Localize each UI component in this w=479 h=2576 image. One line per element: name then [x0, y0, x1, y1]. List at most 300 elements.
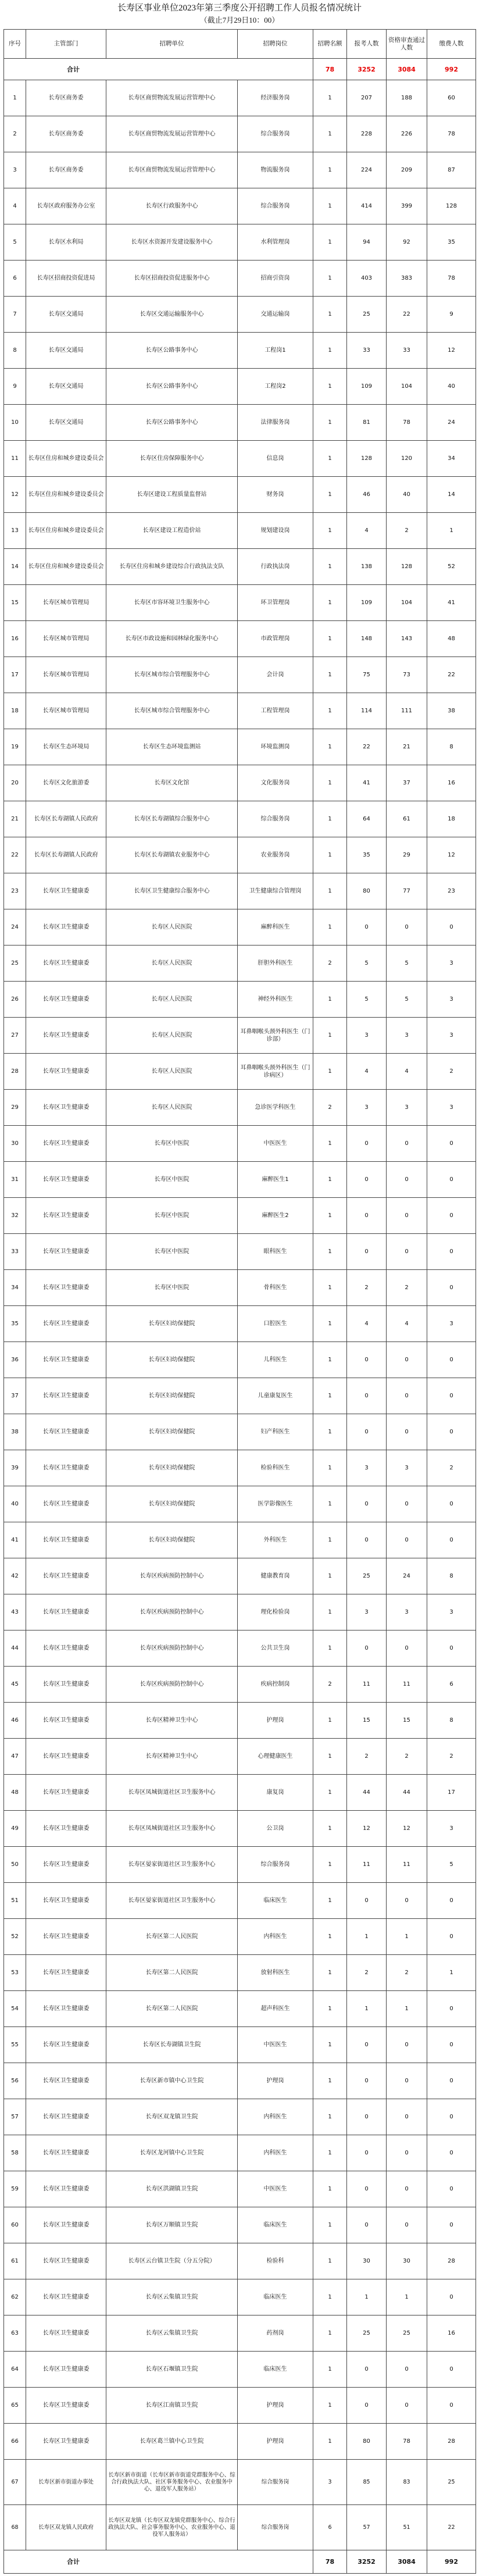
cell-dept: 长寿区卫生健康委 [26, 2352, 106, 2388]
cell-seq: 30 [4, 1126, 26, 1162]
cell-unit: 长寿区凤城街道社区卫生服务中心 [106, 1775, 238, 1811]
cell-passed: 15 [387, 1703, 427, 1739]
cell-passed: 33 [387, 333, 427, 369]
cell-passed: 0 [387, 2027, 427, 2063]
cell-unit: 长寿区公路事务中心 [106, 369, 238, 405]
cell-passed: 73 [387, 657, 427, 693]
cell-unit: 长寿区晏家街道社区卫生服务中心 [106, 1883, 238, 1919]
cell-dept: 长寿区住房和城乡建设委员会 [26, 513, 106, 549]
cell-unit: 长寿区龙河镇中心卫生院 [106, 2135, 238, 2171]
cell-post: 护理岗 [238, 2063, 313, 2099]
cell-quota: 1 [313, 2424, 347, 2460]
cell-unit: 长寿区城市综合管理服务中心 [106, 693, 238, 729]
cell-seq: 45 [4, 1667, 26, 1703]
cell-passed: 1 [387, 1919, 427, 1955]
cell-dept: 长寿区生态环境局 [26, 729, 106, 765]
cell-dept: 长寿区卫生健康委 [26, 2388, 106, 2424]
cell-applicants: 0 [347, 2352, 387, 2388]
cell-dept: 长寿区商务委 [26, 80, 106, 116]
cell-passed: 104 [387, 369, 427, 405]
cell-paid: 0 [427, 2063, 476, 2099]
cell-dept: 长寿区卫生健康委 [26, 1450, 106, 1486]
cell-dept: 长寿区卫生健康委 [26, 1378, 106, 1414]
cell-quota: 1 [313, 2063, 347, 2099]
table-row [4, 2460, 476, 2505]
cell-dept: 长寿区住房和城乡建设委员会 [26, 441, 106, 477]
table-row [4, 1306, 476, 1342]
cell-passed: 44 [387, 1775, 427, 1811]
cell-quota: 1 [313, 1486, 347, 1522]
cell-passed: 0 [387, 1126, 427, 1162]
cell-unit: 长寿区城市综合管理服务中心 [106, 657, 238, 693]
cell-paid: 0 [427, 2352, 476, 2388]
cell-quota: 1 [313, 261, 347, 297]
cell-passed: 83 [387, 2460, 427, 2505]
cell-passed: 11 [387, 1847, 427, 1883]
cell-paid: 8 [427, 1703, 476, 1739]
cell-quota: 1 [313, 801, 347, 837]
cell-quota: 1 [313, 2027, 347, 2063]
cell-dept: 长寿区卫生健康委 [26, 1919, 106, 1955]
cell-applicants: 64 [347, 801, 387, 837]
cell-seq: 23 [4, 873, 26, 909]
cell-quota: 1 [313, 441, 347, 477]
cell-applicants: 0 [347, 1126, 387, 1162]
cell-dept: 长寿区卫生健康委 [26, 1198, 106, 1234]
cell-dept: 长寿区卫生健康委 [26, 2207, 106, 2243]
cell-applicants: 109 [347, 585, 387, 621]
cell-dept: 长寿区城市管理局 [26, 657, 106, 693]
cell-paid: 0 [427, 1378, 476, 1414]
cell-paid: 3 [427, 1306, 476, 1342]
cell-quota: 1 [313, 585, 347, 621]
table-row [4, 729, 476, 765]
cell-post: 超声科医生 [238, 1991, 313, 2027]
cell-dept: 长寿区卫生健康委 [26, 1234, 106, 1270]
cell-applicants: 25 [347, 297, 387, 333]
cell-quota: 1 [313, 477, 347, 513]
cell-applicants: 0 [347, 1414, 387, 1450]
cell-quota: 1 [313, 1739, 347, 1775]
cell-seq: 2 [4, 116, 26, 152]
total-row-bottom [4, 2550, 476, 2574]
cell-quota: 1 [313, 2243, 347, 2279]
cell-seq: 46 [4, 1703, 26, 1739]
cell-dept: 长寿区卫生健康委 [26, 1414, 106, 1450]
cell-seq: 33 [4, 1234, 26, 1270]
cell-paid: 16 [427, 2315, 476, 2352]
cell-quota: 1 [313, 2135, 347, 2171]
table-row [4, 224, 476, 261]
cell-quota: 3 [313, 2460, 347, 2505]
table-row [4, 1342, 476, 1378]
cell-seq: 57 [4, 2099, 26, 2135]
cell-unit: 长寿区人民医院 [106, 909, 238, 946]
cell-unit: 长寿区疾病预防控制中心 [106, 1594, 238, 1630]
cell-seq: 13 [4, 513, 26, 549]
cell-passed: 0 [387, 2063, 427, 2099]
table-row [4, 188, 476, 224]
cell-applicants: 128 [347, 441, 387, 477]
cell-unit: 长寿区公路事务中心 [106, 405, 238, 441]
cell-unit: 长寿区长寿湖镇农业服务中心 [106, 837, 238, 873]
cell-dept: 长寿区双龙镇人民政府 [26, 2505, 106, 2550]
table-row [4, 1234, 476, 1270]
cell-quota: 1 [313, 621, 347, 657]
cell-dept: 长寿区卫生健康委 [26, 1270, 106, 1306]
cell-unit: 长寿区妇幼保健院 [106, 1342, 238, 1378]
table-row [4, 513, 476, 549]
cell-passed: 5 [387, 982, 427, 1018]
cell-post: 麻醉医生2 [238, 1198, 313, 1234]
cell-post: 中医医生 [238, 2171, 313, 2207]
cell-paid: 128 [427, 188, 476, 224]
cell-quota: 1 [313, 1126, 347, 1162]
cell-unit: 长寿区云集镇卫生院 [106, 2315, 238, 2352]
cell-dept: 长寿区卫生健康委 [26, 2135, 106, 2171]
table-row [4, 2279, 476, 2315]
table-row [4, 1703, 476, 1739]
cell-seq: 58 [4, 2135, 26, 2171]
total-row-top [4, 59, 476, 80]
cell-post: 会计岗 [238, 657, 313, 693]
cell-dept: 长寿区卫生健康委 [26, 1991, 106, 2027]
cell-applicants: 0 [347, 1234, 387, 1270]
cell-applicants: 11 [347, 1667, 387, 1703]
cell-applicants: 57 [347, 2505, 387, 2550]
cell-passed: 2 [387, 1739, 427, 1775]
cell-unit: 长寿区精神卫生中心 [106, 1739, 238, 1775]
cell-seq: 48 [4, 1775, 26, 1811]
cell-unit: 长寿区疾病预防控制中心 [106, 1558, 238, 1594]
cell-dept: 长寿区文化旅游委 [26, 765, 106, 801]
cell-quota: 2 [313, 1090, 347, 1126]
table-row [4, 1811, 476, 1847]
cell-quota: 1 [313, 369, 347, 405]
table-row [4, 2352, 476, 2388]
cell-applicants: 2 [347, 1739, 387, 1775]
cell-dept: 长寿区卫生健康委 [26, 1162, 106, 1198]
cell-post: 招商引资岗 [238, 261, 313, 297]
cell-dept: 长寿区卫生健康委 [26, 1703, 106, 1739]
cell-applicants: 0 [347, 2388, 387, 2424]
cell-unit: 长寿区第二人民医院 [106, 1991, 238, 2027]
cell-applicants: 403 [347, 261, 387, 297]
cell-dept: 长寿区卫生健康委 [26, 1739, 106, 1775]
cell-post: 规划建设岗 [238, 513, 313, 549]
cell-post: 文化服务岗 [238, 765, 313, 801]
cell-quota: 1 [313, 1847, 347, 1883]
cell-post: 耳鼻咽喉头颈外科医生（门诊病区） [238, 1054, 313, 1090]
cell-quota: 1 [313, 2207, 347, 2243]
cell-paid: 14 [427, 477, 476, 513]
table-row [4, 2505, 476, 2550]
cell-passed: 0 [387, 2388, 427, 2424]
table-row [4, 333, 476, 369]
cell-paid: 28 [427, 2424, 476, 2460]
table-row [4, 909, 476, 946]
cell-passed: 188 [387, 80, 427, 116]
cell-seq: 22 [4, 837, 26, 873]
total-label: 合计 [4, 2550, 313, 2574]
cell-dept: 长寿区城市管理局 [26, 693, 106, 729]
table-row [4, 441, 476, 477]
cell-unit: 长寿区建设工程质量监督站 [106, 477, 238, 513]
cell-applicants: 1 [347, 2279, 387, 2315]
cell-paid: 1 [427, 513, 476, 549]
table-row [4, 2315, 476, 2352]
cell-passed: 111 [387, 693, 427, 729]
cell-quota: 1 [313, 2279, 347, 2315]
cell-seq: 10 [4, 405, 26, 441]
cell-paid: 8 [427, 1558, 476, 1594]
header-row [4, 30, 476, 59]
cell-post: 综合服务岗 [238, 2460, 313, 2505]
cell-passed: 383 [387, 261, 427, 297]
cell-seq: 64 [4, 2352, 26, 2388]
cell-applicants: 15 [347, 1703, 387, 1739]
table-row [4, 2099, 476, 2135]
cell-passed: 61 [387, 801, 427, 837]
cell-unit: 长寿区人民医院 [106, 1018, 238, 1054]
cell-post: 农业服务岗 [238, 837, 313, 873]
cell-post: 儿科医生 [238, 1342, 313, 1378]
cell-post: 交通运输岗 [238, 297, 313, 333]
cell-paid: 0 [427, 1162, 476, 1198]
cell-quota: 1 [313, 1703, 347, 1739]
cell-passed: 0 [387, 1378, 427, 1414]
cell-unit: 长寿区住房和城乡建设综合行政执法支队 [106, 549, 238, 585]
cell-passed: 226 [387, 116, 427, 152]
cell-paid: 0 [427, 2099, 476, 2135]
cell-quota: 1 [313, 2388, 347, 2424]
cell-applicants: 0 [347, 1630, 387, 1667]
total-quota: 78 [313, 2550, 347, 2574]
cell-quota: 1 [313, 116, 347, 152]
cell-post: 疾病控制岗 [238, 1667, 313, 1703]
cell-passed: 5 [387, 946, 427, 982]
cell-paid: 48 [427, 621, 476, 657]
table-row [4, 1775, 476, 1811]
cell-seq: 63 [4, 2315, 26, 2352]
table-row [4, 2171, 476, 2207]
cell-applicants: 0 [347, 1522, 387, 1558]
cell-applicants: 0 [347, 2135, 387, 2171]
recruitment-statistics-table [3, 29, 476, 2574]
cell-paid: 3 [427, 1090, 476, 1126]
cell-seq: 54 [4, 1991, 26, 2027]
cell-quota: 1 [313, 1919, 347, 1955]
cell-applicants: 85 [347, 2460, 387, 2505]
cell-quota: 1 [313, 549, 347, 585]
cell-unit: 长寿区招商投资促进服务中心 [106, 261, 238, 297]
cell-seq: 8 [4, 333, 26, 369]
cell-dept: 长寿区卫生健康委 [26, 1667, 106, 1703]
cell-dept: 长寿区卫生健康委 [26, 2315, 106, 2352]
cell-unit: 长寿区人民医院 [106, 1090, 238, 1126]
cell-quota: 1 [313, 2171, 347, 2207]
cell-post: 药剂岗 [238, 2315, 313, 2352]
cell-seq: 41 [4, 1522, 26, 1558]
cell-applicants: 25 [347, 2315, 387, 2352]
cell-applicants: 414 [347, 188, 387, 224]
table-row [4, 1558, 476, 1594]
cell-passed: 4 [387, 1306, 427, 1342]
cell-applicants: 94 [347, 224, 387, 261]
cell-seq: 5 [4, 224, 26, 261]
cell-quota: 1 [313, 297, 347, 333]
cell-unit: 长寿区妇幼保健院 [106, 1522, 238, 1558]
cell-dept: 长寿区卫生健康委 [26, 982, 106, 1018]
table-row [4, 2063, 476, 2099]
cell-paid: 5 [427, 1847, 476, 1883]
cell-dept: 长寿区卫生健康委 [26, 1811, 106, 1847]
cell-seq: 7 [4, 297, 26, 333]
cell-seq: 3 [4, 152, 26, 188]
header-post: 招聘岗位 [238, 30, 313, 59]
table-row [4, 693, 476, 729]
cell-dept: 长寿区住房和城乡建设委员会 [26, 477, 106, 513]
cell-paid: 78 [427, 116, 476, 152]
cell-post: 内科医生 [238, 2099, 313, 2135]
cell-quota: 1 [313, 1522, 347, 1558]
header-seq: 序号 [4, 30, 26, 59]
cell-applicants: 224 [347, 152, 387, 188]
cell-applicants: 4 [347, 1306, 387, 1342]
cell-applicants: 5 [347, 946, 387, 982]
cell-unit: 长寿区妇幼保健院 [106, 1378, 238, 1414]
cell-seq: 16 [4, 621, 26, 657]
cell-applicants: 2 [347, 1270, 387, 1306]
cell-seq: 51 [4, 1883, 26, 1919]
document-title-block [0, 2, 479, 26]
cell-dept: 长寿区卫生健康委 [26, 1558, 106, 1594]
cell-seq: 32 [4, 1198, 26, 1234]
cell-dept: 长寿区卫生健康委 [26, 1847, 106, 1883]
cell-paid: 0 [427, 909, 476, 946]
cell-paid: 24 [427, 405, 476, 441]
cell-paid: 0 [427, 2135, 476, 2171]
cell-unit: 长寿区中医院 [106, 1270, 238, 1306]
cell-passed: 51 [387, 2505, 427, 2550]
cell-seq: 26 [4, 982, 26, 1018]
cell-unit: 长寿区云集镇卫生院 [106, 2279, 238, 2315]
cell-quota: 1 [313, 1306, 347, 1342]
cell-paid: 3 [427, 1811, 476, 1847]
cell-unit: 长寿区洪湖镇卫生院 [106, 2171, 238, 2207]
table-row [4, 80, 476, 116]
cell-passed: 11 [387, 1667, 427, 1703]
cell-applicants: 4 [347, 1054, 387, 1090]
cell-passed: 77 [387, 873, 427, 909]
cell-dept: 长寿区交通局 [26, 297, 106, 333]
cell-seq: 36 [4, 1342, 26, 1378]
cell-dept: 长寿区卫生健康委 [26, 1090, 106, 1126]
cell-paid: 0 [427, 1342, 476, 1378]
cell-post: 临床医生 [238, 2352, 313, 2388]
cell-post: 外科医生 [238, 1522, 313, 1558]
cell-dept: 长寿区交通局 [26, 333, 106, 369]
cell-post: 综合服务岗 [238, 801, 313, 837]
table-row [4, 1955, 476, 1991]
cell-seq: 68 [4, 2505, 26, 2550]
cell-applicants: 25 [347, 1558, 387, 1594]
cell-unit: 长寿区商贸物流发展运营管理中心 [106, 80, 238, 116]
cell-dept: 长寿区住房和城乡建设委员会 [26, 549, 106, 585]
cell-unit: 长寿区晏家街道社区卫生服务中心 [106, 1847, 238, 1883]
cell-unit: 长寿区人民医院 [106, 1054, 238, 1090]
table-row [4, 765, 476, 801]
table-row [4, 2424, 476, 2460]
cell-passed: 2 [387, 513, 427, 549]
cell-post: 综合服务岗 [238, 116, 313, 152]
cell-applicants: 228 [347, 116, 387, 152]
cell-paid: 87 [427, 152, 476, 188]
cell-seq: 40 [4, 1486, 26, 1522]
cell-quota: 1 [313, 1162, 347, 1198]
cell-seq: 52 [4, 1919, 26, 1955]
cell-unit: 长寿区万顺镇卫生院 [106, 2207, 238, 2243]
cell-unit: 长寿区第二人民医院 [106, 1919, 238, 1955]
cell-passed: 24 [387, 1558, 427, 1594]
cell-quota: 1 [313, 1558, 347, 1594]
page-title: 长寿区事业单位2023年第三季度公开招聘工作人员报名情况统计 [117, 3, 362, 13]
cell-paid: 0 [427, 1919, 476, 1955]
cell-quota: 1 [313, 405, 347, 441]
cell-paid: 41 [427, 585, 476, 621]
cell-dept: 长寿区商务委 [26, 116, 106, 152]
cell-paid: 40 [427, 369, 476, 405]
cell-post: 肝胆外科医生 [238, 946, 313, 982]
cell-unit: 长寿区市容环境卫生服务中心 [106, 585, 238, 621]
cell-post: 公卫岗 [238, 1811, 313, 1847]
cell-quota: 1 [313, 1234, 347, 1270]
cell-seq: 62 [4, 2279, 26, 2315]
table-row [4, 1414, 476, 1450]
cell-paid: 23 [427, 873, 476, 909]
cell-post: 医学影像医生 [238, 1486, 313, 1522]
cell-post: 检验科 [238, 2243, 313, 2279]
cell-unit: 长寿区江南镇卫生院 [106, 2388, 238, 2424]
table-body [4, 80, 476, 2550]
cell-paid: 3 [427, 946, 476, 982]
cell-seq: 43 [4, 1594, 26, 1630]
cell-seq: 55 [4, 2027, 26, 2063]
cell-post: 卫生健康综合管理岗 [238, 873, 313, 909]
cell-passed: 4 [387, 1054, 427, 1090]
cell-passed: 0 [387, 2352, 427, 2388]
cell-paid: 78 [427, 261, 476, 297]
table-row [4, 2243, 476, 2279]
total-paid: 992 [427, 59, 476, 80]
cell-unit: 长寿区商贸物流发展运营管理中心 [106, 116, 238, 152]
cell-quota: 1 [313, 188, 347, 224]
cell-dept: 长寿区卫生健康委 [26, 2063, 106, 2099]
cell-quota: 1 [313, 1811, 347, 1847]
cell-post: 中医医生 [238, 1126, 313, 1162]
table-row [4, 1847, 476, 1883]
cell-unit: 长寿区水资源开发建设服务中心 [106, 224, 238, 261]
cell-seq: 21 [4, 801, 26, 837]
cell-applicants: 3 [347, 1090, 387, 1126]
cell-quota: 1 [313, 1883, 347, 1919]
cell-quota: 2 [313, 1667, 347, 1703]
table-row [4, 1198, 476, 1234]
cell-paid: 52 [427, 549, 476, 585]
cell-dept: 长寿区政府服务办公室 [26, 188, 106, 224]
cell-seq: 60 [4, 2207, 26, 2243]
table-row [4, 837, 476, 873]
